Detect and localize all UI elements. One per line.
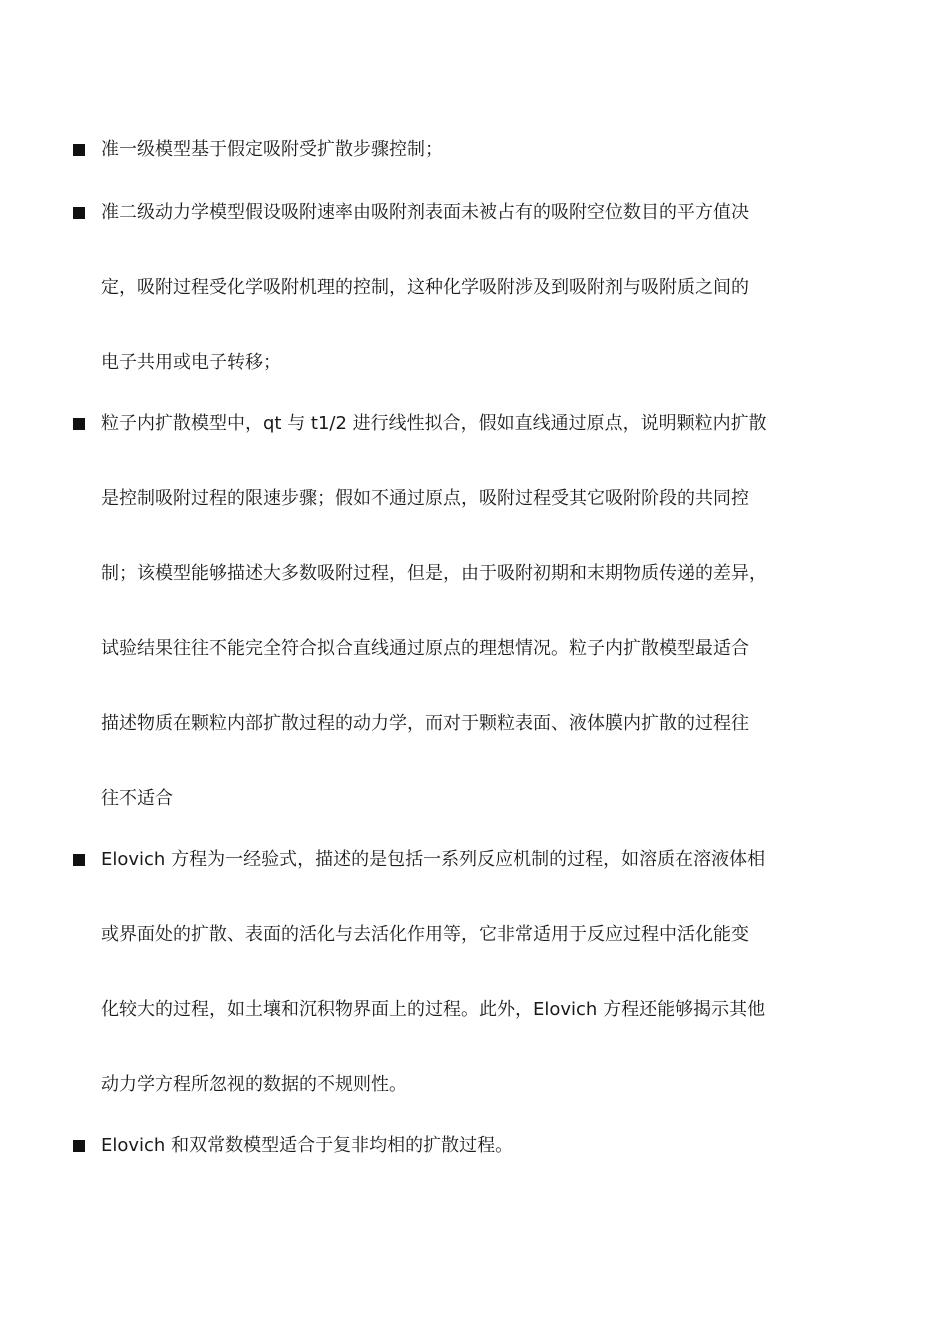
text-line: 往不适合 [101,788,173,809]
text-line: 定，吸附过程受化学吸附机理的控制，这种化学吸附涉及到吸附剂与吸附质之间的 [101,277,749,298]
list-item-text [101,1108,861,1183]
text-line: 动力学方程所忽视的数据的不规则性。 [101,1074,407,1095]
list-item [70,175,861,400]
text-line: Elovich 方程为一经验式，描述的是包括一系列反应机制的过程，如溶质在溶液体相 [101,849,766,870]
text-line: 准一级模型基于假定吸附受扩散步骤控制； [101,139,443,160]
list-item-text [101,386,861,836]
text-line: 粒子内扩散模型中，qt 与 t1/2 进行线性拟合，假如直线通过原点，说明颗粒内扩散 [101,413,767,434]
text-line: 试验结果往往不能完全符合拟合直线通过原点的理想情况。粒子内扩散模型最适合 [101,638,749,659]
square-bullet-icon [73,1140,85,1152]
text-line: 或界面处的扩散、表面的活化与去活化作用等，它非常适用于反应过程中活化能变 [101,924,749,945]
text-line: 制；该模型能够描述大多数吸附过程，但是，由于吸附初期和末期物质传递的差异， [101,563,767,584]
list-item-text [101,822,861,1122]
text-line: 电子共用或电子转移； [101,352,281,373]
list-item [70,1108,861,1183]
list-item [70,386,861,836]
text-line: Elovich 和双常数模型适合于复非均相的扩散过程。 [101,1135,514,1156]
square-bullet-icon [73,854,85,866]
square-bullet-icon [73,207,85,219]
list-item-text [101,175,861,400]
text-line: 是控制吸附过程的限速步骤；假如不通过原点，吸附过程受其它吸附阶段的共同控 [101,488,749,509]
text-line: 化较大的过程，如土壤和沉积物界面上的过程。此外，Elovich 方程还能够揭示其他 [101,999,766,1020]
square-bullet-icon [73,418,85,430]
list-item [70,822,861,1122]
text-line: 准二级动力学模型假设吸附速率由吸附剂表面未被占有的吸附空位数目的平方值决 [101,202,749,223]
square-bullet-icon [73,144,85,156]
text-line: 描述物质在颗粒内部扩散过程的动力学，而对于颗粒表面、液体膜内扩散的过程往 [101,713,749,734]
